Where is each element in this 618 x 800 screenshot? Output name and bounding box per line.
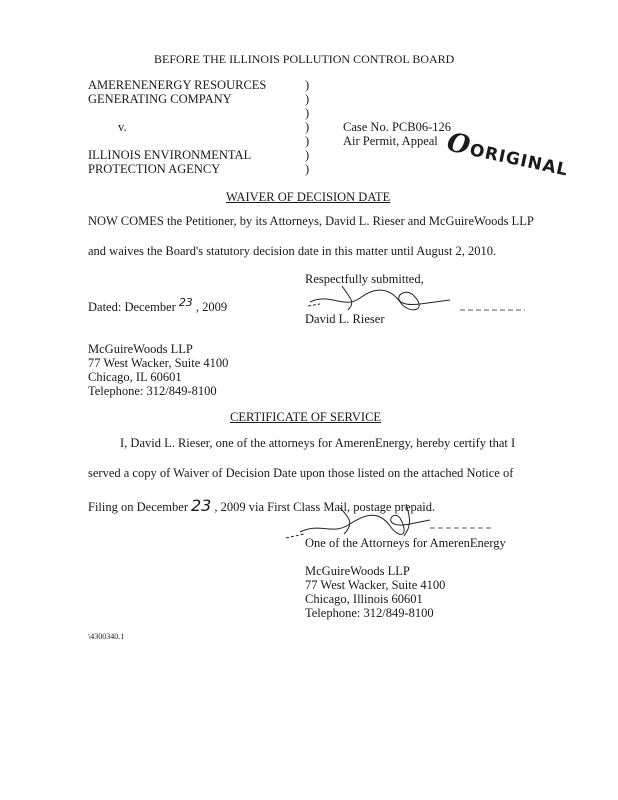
- firm-name-2: McGuireWoods LLP: [305, 564, 410, 578]
- case-type: Air Permit, Appeal: [343, 134, 438, 148]
- certificate-heading: CERTIFICATE OF SERVICE: [230, 410, 382, 424]
- waiver-heading: WAIVER OF DECISION DATE: [226, 190, 391, 204]
- dated-day-handwritten: 23: [178, 296, 193, 309]
- firm-phone: Telephone: 312/849-8100: [88, 384, 217, 398]
- paren: ): [305, 106, 310, 120]
- certificate-date-prefix: Filing on December: [88, 500, 188, 514]
- firm-city-2: Chicago, Illinois 60601: [305, 592, 423, 606]
- signature-caption: One of the Attorneys for AmerenEnergy: [305, 536, 506, 550]
- waiver-paragraph-line1: NOW COMES the Petitioner, by its Attorneys, David L. Rieser and McGuireWoods LLP: [88, 214, 534, 228]
- firm-street-2: 77 West Wacker, Suite 4100: [305, 578, 446, 592]
- certificate-date-suffix: , 2009 via First Class Mail, postage prepaid.: [214, 500, 436, 514]
- waiver-paragraph-line2: and waives the Board's statutory decision date in this matter until August 2, 2010.: [88, 244, 497, 258]
- respondent-name-line2: PROTECTION AGENCY: [88, 162, 221, 176]
- stamp-text: ORIGINAL: [467, 140, 571, 181]
- dated-line: [88, 296, 228, 315]
- paren: ): [305, 148, 310, 162]
- case-number: Case No. PCB06-126: [343, 120, 451, 134]
- paren: ): [305, 120, 310, 134]
- firm-city: Chicago, IL 60601: [88, 370, 182, 384]
- respectfully-submitted: Respectfully submitted,: [305, 272, 424, 286]
- firm-name: McGuireWoods LLP: [88, 342, 193, 356]
- paren: ): [305, 78, 310, 92]
- signer-name: David L. Rieser: [305, 312, 385, 326]
- firm-street: 77 West Wacker, Suite 4100: [88, 356, 229, 370]
- versus-label: v.: [118, 120, 127, 134]
- dated-year: , 2009: [195, 300, 228, 314]
- certificate-line1: I, David L. Rieser, one of the attorneys for AmerenEnergy, hereby certify that I: [120, 436, 516, 450]
- original-stamp: [444, 127, 572, 182]
- paren: ): [305, 92, 310, 106]
- petitioner-name-line1: AMERENENERGY RESOURCES: [88, 78, 267, 92]
- document-id: \4300340.1: [88, 632, 125, 641]
- paren: ): [305, 162, 310, 176]
- certificate-day-handwritten: 23: [190, 496, 212, 515]
- dated-prefix: Dated: December: [88, 300, 176, 314]
- paren: ): [305, 134, 310, 148]
- certificate-line2: served a copy of Waiver of Decision Date upon those listed on the attached Notice of: [88, 466, 514, 480]
- petitioner-name-line2: GENERATING COMPANY: [88, 92, 232, 106]
- respondent-name-line1: ILLINOIS ENVIRONMENTAL: [88, 148, 252, 162]
- firm-phone-2: Telephone: 312/849-8100: [305, 606, 434, 620]
- stamp-initial: O: [444, 127, 474, 162]
- court-title: BEFORE THE ILLINOIS POLLUTION CONTROL BOARD: [154, 52, 455, 66]
